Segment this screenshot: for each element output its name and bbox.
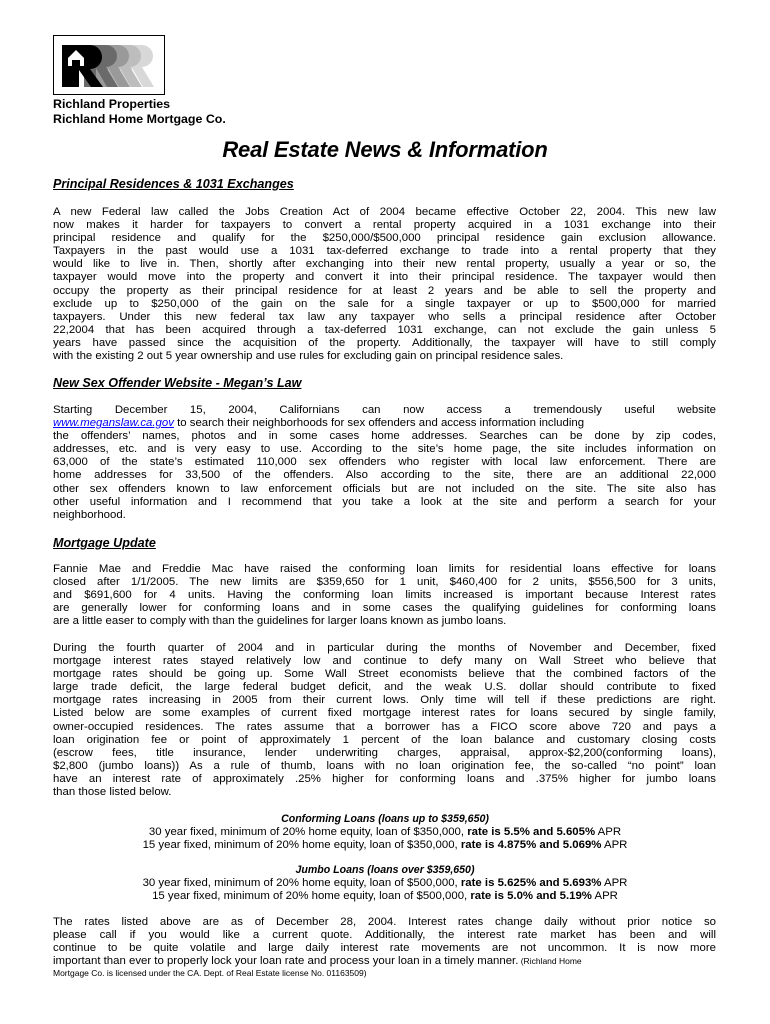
paragraph-line: owner-occupied residences. The rates assume that a borrower has a FICO score above 720 and pays a: [53, 720, 716, 733]
rate-conforming-15yr: 15 year fixed, minimum of 20% home equity, loan of $350,000, rate is 4.875% and 5.069% APR: [142, 839, 628, 851]
company-names: [53, 97, 226, 127]
conforming-loans-heading: Conforming Loans (loans up to $359,650): [281, 813, 489, 825]
paragraph-line: and $691,600 for 4 units. Having the conforming loan limits increased is important because Interest rates: [53, 589, 716, 602]
paragraph-line: Listed below are some examples of current fixed mortgage interest rates for loans secured by single family,: [53, 707, 716, 720]
section-heading-mortgage-update: Mortgage Update: [53, 536, 156, 550]
paragraph-line: www.meganslaw.ca.gov to search their neighborhoods for sex offenders and access information including: [53, 417, 585, 430]
paragraph-line: The rates listed above are as of December 28, 2004. Interest rates change daily without prior notice so: [53, 916, 716, 928]
paragraph-line: Taxpayers in the past would use a 1031 tax-deferred exchange to trade into a rental property that they: [53, 245, 716, 258]
paragraph-line: $2,800 (jumbo loans)) As a rule of thumb, loans with no loan origination fee, the so-called “no point” loan: [53, 759, 716, 772]
paragraph-line: years have passed since the acquisition of the property. Additionally, the taxpayer will have to still comply: [53, 336, 716, 349]
company-line-1: Richland Properties: [53, 97, 171, 111]
paragraph-line: 22,2004 that has been acquired through a tax-deferred 1031 exchange, can not exclude the gain unless 5: [53, 323, 716, 336]
paragraph-closing: [53, 916, 716, 979]
rate-jumbo-15yr: 15 year fixed, minimum of 20% home equity, loan of $500,000, rate is 5.0% and 5.19% APR: [152, 890, 618, 902]
paragraph-line: addresses, etc. and is very easy to use. According to the site’s home page, the site includes information on: [53, 443, 716, 456]
paragraph-line: loan origination fee or point of approximately 1 percent of the loan balance and customary closing costs: [53, 733, 716, 746]
license-note-line-2: Mortgage Co. is licensed under the CA. Dept. of Real Estate license No. 01163509): [53, 968, 367, 979]
paragraph-line: other useful information and I recommend that you take a look at the site and perform a search for your: [53, 495, 716, 508]
paragraph-line: than those listed below.: [53, 786, 172, 799]
paragraph-line: (escrow fees, title insurance, lender underwriting charges, appraisal, approx-$2,200(conforming loans),: [53, 746, 716, 759]
paragraph-line: 63,000 of the state’s estimated 110,000 sex offenders who register with local law enforcement. There are: [53, 456, 716, 469]
paragraph-line: mortgage rates increasing in 2005 from their current lows. Only time will tell if these predictions are right.: [53, 694, 716, 707]
paragraph-line: now makes it harder for taxpayers to convert a rental property acquired in a 1031 exchange into their: [53, 219, 716, 232]
paragraph-line: mortgage interest rates stayed relatively low and continue to defy many on Wall Street who believe that: [53, 655, 716, 668]
paragraph-line: continue to be quite volatile and large daily interest rate movements are not uncommon. It is now more: [53, 942, 716, 955]
paragraph-megans-law: [53, 404, 716, 522]
paragraph-line: the offenders’ names, photos and in some cases home addresses. Searches can be done by zip codes,: [53, 430, 716, 443]
license-note: (Richland Home: [518, 956, 582, 967]
company-logo: [53, 35, 165, 95]
paragraph-line: neighborhood.: [53, 508, 126, 521]
section-heading-megans-law: New Sex Offender Website - Megan’s Law: [53, 376, 302, 390]
page-title: Real Estate News & Information: [222, 137, 548, 162]
paragraph-line: occupy the property as their principal residence for at least 2 years and be able to sell the property and: [53, 284, 716, 297]
paragraph-line: closed after 1/1/2005. The new limits are $359,650 for 1 unit, $460,400 for 2 units, $556,500 for 3 units,: [53, 576, 716, 589]
paragraph-line: are a little easer to comply with than the guidelines for larger loans known as jumbo loans.: [53, 615, 507, 628]
section-heading-1031: Principal Residences & 1031 Exchanges: [53, 177, 294, 191]
paragraph-line: other sex offenders known to law enforcement officials but are not included on the site. The site also has: [53, 482, 716, 495]
paragraph-line: would like to live in. Then, shortly after exchanging into their new rental property, usually a year or so, the: [53, 258, 716, 271]
paragraph-line: exclude up to $250,000 of the gain on the sale for a single taxpayer or up to $500,000 for married: [53, 297, 716, 310]
paragraph-line: important than ever to properly lock your loan rate and process your loan in a timely manner. (Richland Home: [53, 955, 582, 968]
paragraph-interest-rates: [53, 642, 716, 799]
paragraph-line: with the existing 2 out 5 year ownership and use rules for excluding gain on principal residence sales.: [53, 350, 564, 363]
paragraph-line: taxpayers. Under this new federal tax law any taxpayer who sells a principal residence after October: [53, 310, 716, 323]
paragraph-line: Fannie Mae and Freddie Mac have raised the conforming loan limits for residential loans effective for loans: [53, 563, 716, 575]
paragraph-line: please call if you would like a current quote. Additionally, the interest rate market has been and will: [53, 929, 716, 942]
paragraph-loan-limits: [53, 563, 716, 628]
company-line-2: Richland Home Mortgage Co.: [53, 112, 226, 126]
paragraph-line: During the fourth quarter of 2004 and in particular during the months of November and December, fixed: [53, 642, 716, 654]
paragraph-line: home addresses for 33,500 of the offenders. Also according to the site, there are an additional 22,000: [53, 469, 716, 482]
paragraph-line: Starting December 15, 2004, Californians can now access a tremendously useful website: [53, 404, 716, 416]
rate-jumbo-30yr: 30 year fixed, minimum of 20% home equity, loan of $500,000, rate is 5.625% and 5.693% APR: [142, 877, 628, 889]
paragraph-line: taxpayer would move into the property and convert it into their principal residence. The taxpayer would then: [53, 271, 716, 284]
paragraph-line: mortgage rates should be going up. Some Wall Street economists believe that the combined factors of the: [53, 668, 716, 681]
paragraph-line: have an interest rate of approximately .25% higher for conforming loans and .375% higher for jumbo loans: [53, 772, 716, 785]
megans-law-link[interactable]: www.meganslaw.ca.gov: [53, 417, 174, 430]
paragraph-line: are generally lower for conforming loans and in some cases the qualifying guidelines for conforming loans: [53, 602, 716, 615]
richland-logo-icon: [54, 36, 164, 94]
paragraph-line: A new Federal law called the Jobs Creation Act of 2004 became effective October 22, 2004. This new law: [53, 206, 716, 218]
paragraph-1031-exchanges: [53, 206, 716, 363]
paragraph-line: large trade deficit, the large federal budget deficit, and the weak U.S. dollar should contribute to fixed: [53, 681, 716, 694]
rate-conforming-30yr: 30 year fixed, minimum of 20% home equity, loan of $350,000, rate is 5.5% and 5.605% APR: [148, 826, 622, 838]
jumbo-loans-heading: Jumbo Loans (loans over $359,650): [295, 864, 475, 876]
paragraph-line: principal residence and qualify for the $250,000/$500,000 principal residence gain exclusion allowance.: [53, 232, 716, 245]
